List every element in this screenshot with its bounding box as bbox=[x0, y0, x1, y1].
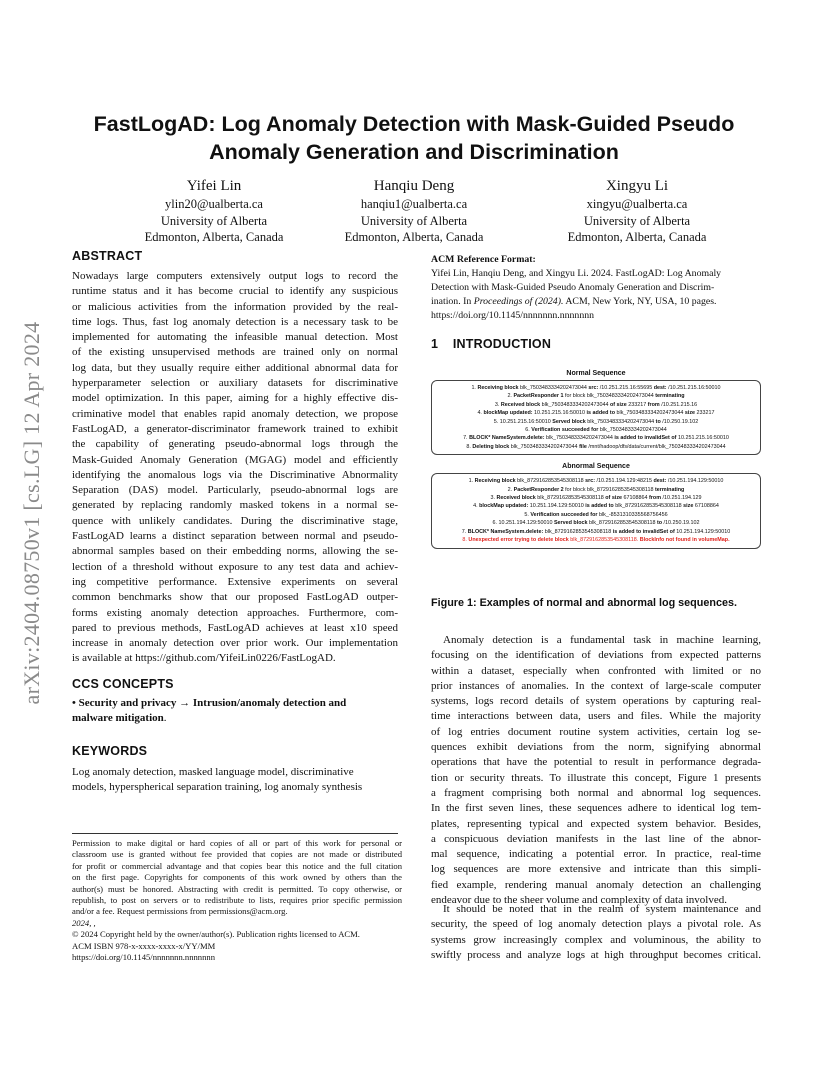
intro-line: mal sequence, indicating a potential error. In practice, real-time bbox=[431, 848, 761, 861]
ccs-period: . bbox=[163, 712, 167, 725]
ccs-bullet: • bbox=[72, 697, 76, 709]
abstract-line: runtime status and it has become crucial to identify any suspicious bbox=[72, 285, 398, 298]
intro-line: tion or security threats. To illustrate this concept, Figure 1 presents bbox=[431, 771, 761, 784]
log-line: 1. Receiving block blk_8729162853545308118 src: /10.251.194.129:48215 dest: /10.251.194.129:50010 bbox=[468, 478, 724, 485]
keywords-heading: KEYWORDS bbox=[72, 744, 148, 758]
isbn-line: ACM ISBN 978-x-xxxx-xxxx-x/YY/MM bbox=[72, 940, 216, 951]
intro-line: log sequences are more extensive and intricate than this simpli- bbox=[431, 863, 761, 876]
paper-title bbox=[40, 110, 788, 166]
abstract-line: abnormal samples based on their embedding norms, allowing the se- bbox=[72, 545, 398, 558]
abstract-line: pared to previous methods, FastLogAD achieves at least x10 speed bbox=[72, 621, 398, 634]
acm-reference-line-2: Detection with Mask-Guided Pseudo Anomaly Generation and Discrim- bbox=[431, 282, 715, 293]
abstract-line: Nowadays large computers extensively output logs to record the bbox=[72, 270, 398, 282]
log-line: 1. Receiving block blk_7503483334202473044 src: /10.251.215.16:55695 dest: /10.251.215.16:50010 bbox=[471, 385, 721, 391]
acm-reference-heading: ACM Reference Format: bbox=[431, 254, 536, 265]
log-line: 3. Received block blk_7503483334202473044 of size 233217 from /10.251.215.16 bbox=[494, 401, 698, 408]
abstract-line: hyperparameter selection or auxiliary datasets for discriminative bbox=[72, 377, 398, 390]
intro-line: time interactions between data, users and files. While the majority bbox=[431, 710, 761, 723]
abstract-line: increase in anomaly detection over prior work. Our implementation bbox=[72, 637, 398, 650]
author-name: Yifei Lin bbox=[186, 178, 242, 194]
footnote-line: classroom use is granted without fee provided that copies are not made or distributed bbox=[72, 849, 402, 860]
log-line: 5. 10.251.215.16:50010 Served block blk_7503483334202473044 to /10.250.19.102 bbox=[493, 418, 699, 425]
log-line: 7. BLOCK* NameSystem.delete: blk_8729162853545308118 is added to invalidSet of 10.251.194.129:50010 bbox=[461, 528, 731, 535]
intro-line: plates, representing typical and expected system behavior. Besides, bbox=[431, 817, 761, 830]
author-email[interactable]: hanqiu1@ualberta.ca bbox=[360, 197, 468, 211]
abstract-line: common benchmarks show that our proposed FastLogAD outper- bbox=[72, 591, 398, 604]
author-email[interactable]: ylin20@ualberta.ca bbox=[165, 197, 263, 211]
abstract-line: lection of a threshold without exposure to any test data and achiev- bbox=[72, 560, 398, 573]
abstract-line: quence with unlikely candidates. During the discriminative stage, bbox=[72, 514, 398, 527]
abstract-line: Separation (DAS) model. Particularly, pseudo-abnormal logs are bbox=[72, 484, 398, 497]
keywords-line-1: Log anomaly detection, masked language model, discriminative bbox=[72, 766, 354, 778]
abstract-heading: ABSTRACT bbox=[72, 249, 143, 263]
abstract-line: log data, but they usually require either additional abnormal data for bbox=[72, 361, 398, 374]
abstract-line: model optimization. In this paper, aiming for a highly effective dis- bbox=[72, 392, 398, 405]
author-email[interactable]: xingyu@ualberta.ca bbox=[586, 197, 688, 211]
author-affiliation: University of Alberta bbox=[583, 213, 691, 228]
author-location: Edmonton, Alberta, Canada bbox=[567, 230, 707, 244]
intro-line: security, the speed of log anomaly detection plays a pivotal role. As bbox=[431, 918, 761, 931]
intro-paragraph-1 bbox=[431, 633, 761, 908]
abstract-body bbox=[72, 269, 398, 667]
permission-text bbox=[72, 838, 402, 918]
ccs-heading: CCS CONCEPTS bbox=[72, 677, 174, 691]
abstract-line: FastLogAD, a generator-discriminator framework trained to exhibit bbox=[72, 422, 398, 435]
introduction-heading bbox=[431, 337, 551, 351]
abnormal-sequence-title: Abnormal Sequence bbox=[562, 463, 630, 471]
abstract-line: FastLogAD learns a distinct separation between normal and pseudo- bbox=[72, 530, 398, 543]
intro-line: prior instances of anomalies. In the context of large-scale computer bbox=[431, 679, 761, 692]
ccs-line-1: Security and privacy → Intrusion/anomaly detection and bbox=[78, 697, 347, 709]
keywords-body bbox=[72, 765, 402, 796]
abstract-line: Mask-Guided Anomaly Generation (MGAG) model and efficiently bbox=[72, 453, 398, 466]
acm-reference bbox=[431, 253, 761, 323]
log-line: 5. Verification succeeded for blk_-8531310335568756456 bbox=[524, 511, 668, 518]
title-line-1: FastLogAD: Log Anomaly Detection with Mask-Guided Pseudo bbox=[93, 112, 735, 136]
author-location: Edmonton, Alberta, Canada bbox=[344, 230, 484, 244]
abstract-line: generated by replacing randomly masked tokens in a normal se- bbox=[72, 499, 398, 512]
intro-line: endeavor due to the sheer volume and complexity of data involved. bbox=[431, 894, 727, 907]
acm-reference-doi[interactable]: https://doi.org/10.1145/nnnnnnn.nnnnnnn bbox=[431, 310, 595, 321]
normal-sequence-title: Normal Sequence bbox=[566, 370, 626, 377]
author-name: Hanqiu Deng bbox=[373, 178, 455, 194]
abnormal-sequence-box bbox=[431, 473, 761, 548]
venue-line: 2024, , bbox=[72, 917, 96, 928]
intro-line: fied example, rendering manual anomaly detection an challenging bbox=[431, 878, 761, 891]
arxiv-identifier: arXiv:2404.08750v1 [cs.LG] 12 Apr 2024 bbox=[19, 321, 44, 705]
intro-line: a fragment comprising both normal and abnormal log sequences. bbox=[431, 786, 761, 799]
intro-line: systems, logs record details of system operations by capturing real- bbox=[431, 695, 761, 708]
footnote-line: on the first page. Copyrights for components of this work owned by others than the bbox=[72, 872, 402, 883]
figure-1 bbox=[431, 368, 761, 549]
intro-line: operations that have the potential to result in performance degrada- bbox=[431, 756, 761, 769]
abstract-line: ing competitive performance. Extensive experiments on several bbox=[72, 575, 398, 588]
log-line: 2. PacketResponder 2 for block blk_8729162853545308118 terminating bbox=[507, 486, 685, 493]
abstract-line: is available at https://github.com/YifeiLin0226/FastLogAD. bbox=[72, 652, 336, 665]
abstract-line: time logs. Thus, fast log anomaly detection is a necessary task to be bbox=[72, 315, 398, 328]
intro-line: swiftly process and analyze logs at high throughput becomes critical. bbox=[431, 948, 761, 961]
intro-line: It should be noted that in the realm of system maintenance and bbox=[443, 903, 761, 915]
doi-link[interactable]: https://doi.org/10.1145/nnnnnnn.nnnnnnn bbox=[72, 952, 215, 963]
footnote-line: Permission to make digital or hard copies of all or part of this work for personal or bbox=[72, 838, 402, 848]
copyright-line: © 2024 Copyright held by the owner/author(s). Publication rights licensed to ACM. bbox=[72, 929, 360, 940]
intro-line: of log entries document routine system activities, certain log se- bbox=[431, 725, 761, 738]
intro-line: systems grow increasingly complex and voluminous, the ability to bbox=[431, 933, 761, 946]
acm-reference-line-1: Yifei Lin, Hanqiu Deng, and Xingyu Li. 2024. FastLogAD: Log Anomaly bbox=[431, 268, 722, 279]
log-line: 7. BLOCK* NameSystem.delete: blk_7503483334202473044 is added to invalidSet of 10.251.215.16:50010 bbox=[463, 435, 729, 442]
abstract-line: the capability of generating pseudo-abnormal logs through the bbox=[72, 438, 398, 451]
log-line: 6. 10.251.194.129:50010 Served block blk_8729162853545308118 to /10.250.19.102 bbox=[492, 520, 700, 527]
log-line: 4. blockMap updated: 10.251.215.16:50010 is added to blk_7503483334202473044 size 233217 bbox=[477, 410, 715, 417]
keywords-line-2: models, hyperspherical separation training, log anomaly synthesis bbox=[72, 781, 363, 794]
ccs-line-2: malware mitigation bbox=[72, 712, 164, 725]
abstract-line: identifying the anomalous logs via the Discriminative Abnormality bbox=[72, 468, 398, 481]
log-line: 2. PacketResponder 1 for block blk_7503483334202473044 terminating bbox=[507, 393, 685, 400]
log-line: 8. Deleting block blk_7503483334202473044 file /mnt/hadoop/dfs/data/current/blk_7503483334202473044 bbox=[466, 443, 726, 450]
footnote-line: for profit or commercial advantage and that copies bear this notice and the full citation bbox=[72, 860, 402, 871]
log-line: 4. blockMap updated: 10.251.194.129:50010 is added to blk_8729162853545308118 size 67108864 bbox=[473, 503, 719, 510]
footnote-rule bbox=[72, 833, 398, 834]
abstract-line: or malicious activities from the information provided by the real- bbox=[72, 300, 398, 313]
intro-line: In the first seven lines, these sequences adhere to identical log tem- bbox=[431, 802, 761, 815]
abstract-line: implemented for automating the infeasible manual detection. Most bbox=[72, 331, 398, 344]
title-line-2: Anomaly Generation and Discrimination bbox=[209, 140, 619, 164]
normal-sequence-box bbox=[431, 380, 761, 455]
intro-line: within a dataset, especially when confronted with limited or no bbox=[431, 664, 761, 677]
footnote-line: author(s) must be honored. Abstracting with credit is permitted. To copy otherwise, or bbox=[72, 883, 402, 894]
author-block-3 bbox=[527, 176, 747, 246]
author-affiliation: University of Alberta bbox=[160, 213, 268, 228]
author-location: Edmonton, Alberta, Canada bbox=[144, 230, 284, 244]
author-affiliation: University of Alberta bbox=[360, 213, 468, 228]
author-block-2 bbox=[304, 176, 524, 246]
intro-line: focusing on the identification of deviations from expected patterns bbox=[431, 649, 761, 662]
log-line: 8. Unexpected error trying to delete block blk_8729162853545308118. BlockInfo not found in volumeMap. bbox=[462, 537, 730, 544]
proceedings-title: Proceedings of (2024). bbox=[473, 296, 564, 307]
permission-footnote bbox=[72, 838, 402, 963]
log-line: 6. Verification succeeded for blk_7503483334202473044 bbox=[525, 427, 667, 434]
acm-reference-line-3: ination. In Proceedings of (2024). ACM, New York, NY, USA, 10 pages. bbox=[431, 296, 717, 307]
footnote-line: republish, to post on servers or to redistribute to lists, requires prior specific permission bbox=[72, 895, 402, 906]
footnote-line: and/or a fee. Request permissions from permissions@acm.org. bbox=[72, 906, 288, 917]
intro-line: quences exhibit deviations from the norm, signifying abnormal bbox=[431, 741, 761, 754]
author-block-1 bbox=[104, 176, 324, 246]
intro-paragraph-2 bbox=[431, 902, 761, 963]
section-title: INTRODUCTION bbox=[452, 337, 552, 351]
figure-caption: Figure 1: Examples of normal and abnormal log sequences. bbox=[431, 597, 737, 609]
author-name: Xingyu Li bbox=[605, 178, 669, 194]
ccs-concepts bbox=[72, 696, 402, 727]
log-line: 3. Received block blk_8729162853545308118 of size 67108864 from /10.251.194.129 bbox=[490, 495, 702, 502]
section-number: 1 bbox=[431, 337, 439, 351]
intro-line: Anomaly detection is a fundamental task in machine learning, bbox=[443, 634, 761, 646]
abstract-line: forms existing anomaly detection approaches. Furthermore, com- bbox=[72, 606, 398, 619]
intro-line: a conspicuous deviation manifests in the last line of the abnor- bbox=[431, 832, 761, 845]
abstract-line: of the existing unsupervised methods are trained only on normal bbox=[72, 346, 398, 359]
abstract-line: criminative model that enables rapid anomaly detection, we propose bbox=[72, 407, 398, 420]
